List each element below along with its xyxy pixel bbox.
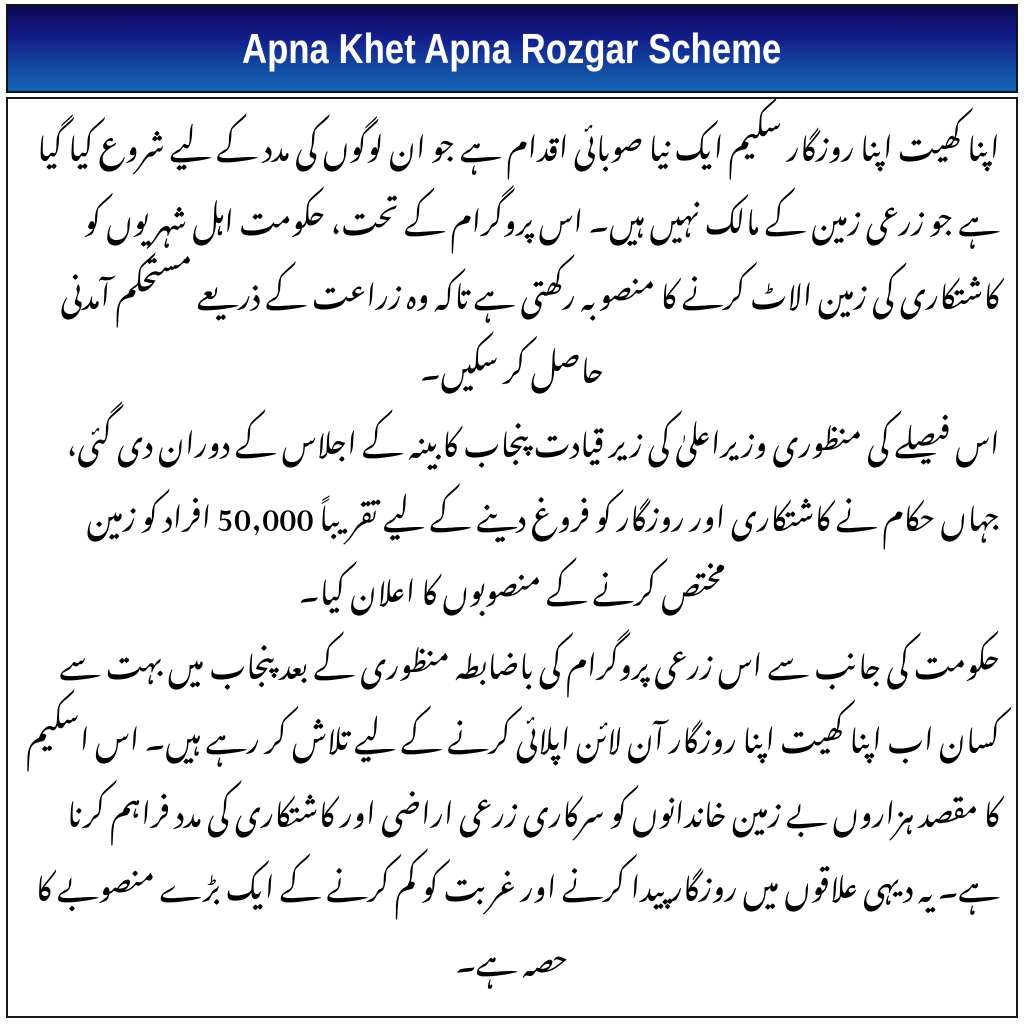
- text-line: حکومت کی جانب سے اس زرعی پروگرام کی باضابطہ منظوری کے بعد پنجاب میں بہت سے: [59, 621, 1000, 698]
- text-line: جہاں حکام نے کاشتکاری اور روزگار کو فروغ دینے کے لیے تقریباً 50,000 افراد کو زمین: [86, 473, 1000, 550]
- text-line: اس فیصلے کی منظوری وزیراعلیٰ کی زیر قیادت پنجاب کابینہ کے اجلاس کے دوران دی گئی،: [66, 399, 1000, 476]
- text-line: کا مقصد ہزاروں بے زمین خاندانوں کو سرکاری زرعی اراضی اور کاشتکاری کی مدد فراہم کرنا: [66, 769, 1000, 846]
- paragraph-1: [24, 105, 1000, 401]
- article-body: [6, 97, 1018, 1018]
- text-line: مختص کرنے کے منصوبوں کا اعلان کیا۔: [298, 547, 726, 624]
- paragraph-2: [24, 401, 1000, 623]
- text-line: حاصل کر سکیں۔: [420, 325, 604, 402]
- text-line: کاشتکاری کی زمین الاٹ کرنے کا منصوبہ رکھتی ہے تاکہ وہ زراعت کے ذریعے مستحکم آمدنی: [60, 251, 1000, 328]
- page-title: Apna Khet Apna Rozgar Scheme: [242, 24, 782, 72]
- text-line: ہے۔ یہ دیہی علاقوں میں روزگار پیدا کرنے اور غربت کو کم کرنے کے ایک بڑے منصوبے کا: [35, 843, 1000, 920]
- paragraph-3: [24, 623, 1000, 993]
- paragraph-container: [24, 105, 1000, 993]
- text-line: حصہ ہے۔: [455, 917, 569, 994]
- text-line: اپنا کھیت اپنا روزگار سکیم ایک نیا صوبائی اقدام ہے جو ان لوگوں کی مدد کے لیے شروع کیا گیا: [36, 103, 1000, 180]
- text-line: ہے جو زرعی زمین کے مالک نہیں ہیں۔ اس پروگرام کے تحت، حکومت اہل شہریوں کو: [84, 177, 1000, 254]
- text-line: کسان اب اپنا کھیت اپنا روزگار آن لائن اپلائی کرنے کے لیے تلاش کر رہے ہیں۔ اس اسکیم: [26, 695, 1000, 772]
- header-banner: [6, 4, 1018, 93]
